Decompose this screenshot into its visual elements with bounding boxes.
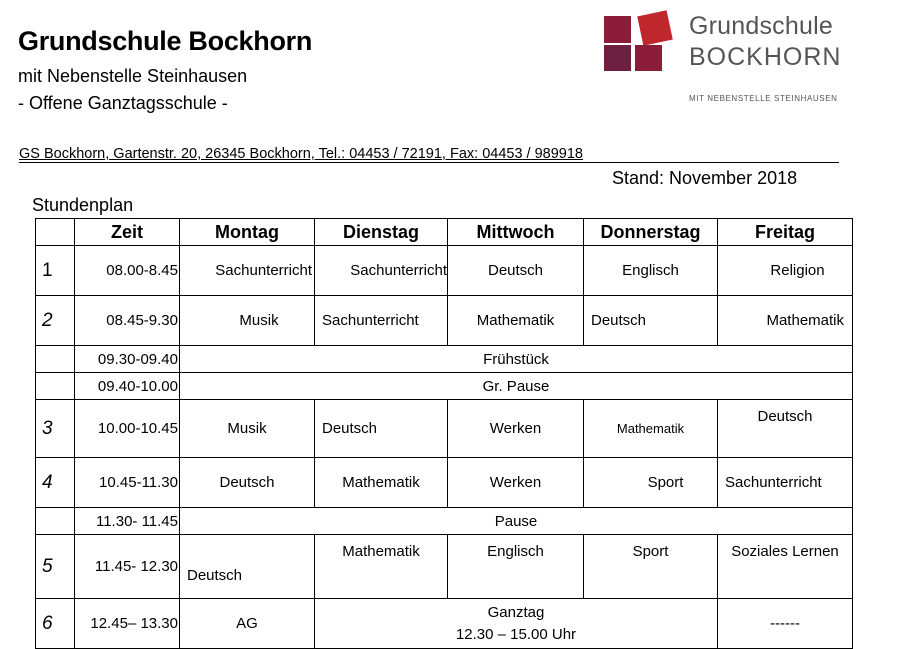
- header-dienstag: Dienstag: [315, 219, 448, 246]
- header-donnerstag: Donnerstag: [584, 219, 718, 246]
- header-mittwoch: Mittwoch: [448, 219, 584, 246]
- break-label: Pause: [180, 508, 853, 535]
- cell-freitag: Deutsch: [718, 400, 853, 458]
- ganztag-time: 12.30 – 15.00 Uhr: [455, 625, 577, 643]
- cell-freitag: Religion: [718, 246, 853, 296]
- logo-square-bottomright: [635, 45, 662, 71]
- cell-montag: Deutsch: [180, 458, 315, 508]
- table-row-break: [36, 346, 853, 373]
- lesson-number: 3: [36, 400, 75, 458]
- logo-name-line1: Grundschule: [689, 12, 833, 40]
- cell-dienstag: Sachunterricht: [315, 246, 448, 296]
- cell-freitag: Sachunterricht: [718, 458, 853, 508]
- cell-mittwoch: Deutsch: [448, 246, 584, 296]
- logo-square-topleft: [604, 16, 631, 43]
- break-time: 11.30- 11.45: [75, 508, 180, 535]
- lesson-time: 08.00-8.45: [75, 246, 180, 296]
- cell-dienstag: Mathematik: [315, 458, 448, 508]
- lesson-number: 4: [36, 458, 75, 508]
- stand-date: Stand: November 2018: [612, 168, 798, 188]
- lesson-time: 11.45- 12.30: [75, 535, 180, 599]
- cell-mittwoch: Werken: [448, 458, 584, 508]
- header-montag: Montag: [180, 219, 315, 246]
- header-zeit: Zeit: [75, 219, 180, 246]
- cell-donnerstag: Sport: [584, 458, 718, 508]
- cell-donnerstag: Englisch: [584, 246, 718, 296]
- logo-square-topright: [637, 10, 673, 46]
- lesson-time: 10.45-11.30: [75, 458, 180, 508]
- break-label: Gr. Pause: [180, 373, 853, 400]
- table-row-break: [36, 508, 853, 535]
- lesson-time: 08.45-9.30: [75, 296, 180, 346]
- table-row: [36, 296, 853, 346]
- cell-donnerstag: Deutsch: [584, 296, 718, 346]
- cell-montag: Musik: [180, 296, 315, 346]
- cell-montag: Sachunterricht: [180, 246, 315, 296]
- subtitle-branch: mit Nebenstelle Steinhausen: [18, 66, 248, 86]
- lesson-number-empty: [36, 373, 75, 400]
- break-time: 09.30-09.40: [75, 346, 180, 373]
- header-nr: [36, 219, 75, 246]
- cell-donnerstag: Sport: [584, 535, 718, 599]
- cell-montag: Deutsch: [180, 535, 315, 599]
- table-row: [36, 535, 853, 599]
- lesson-time: 12.45– 13.30: [75, 599, 180, 649]
- lesson-number: 6: [36, 599, 75, 649]
- cell-donnerstag: Mathematik: [584, 400, 718, 458]
- cell-mittwoch: Werken: [448, 400, 584, 458]
- table-row: [36, 458, 853, 508]
- break-time: 09.40-10.00: [75, 373, 180, 400]
- cell-montag: Musik: [180, 400, 315, 458]
- logo-square-bottomleft: [604, 45, 631, 71]
- table-caption: Stundenplan: [32, 195, 134, 215]
- lesson-time: 10.00-10.45: [75, 400, 180, 458]
- school-address: GS Bockhorn, Gartenstr. 20, 26345 Bockhorn, Tel.: 04453 / 72191, Fax: 04453 / 989918: [19, 146, 583, 162]
- table-row: [36, 246, 853, 296]
- cell-freitag: Soziales Lernen: [718, 535, 853, 599]
- table-header-row: [36, 219, 853, 246]
- header-freitag: Freitag: [718, 219, 853, 246]
- school-title: Grundschule Bockhorn: [18, 26, 313, 56]
- logo-tagline: MIT NEBENSTELLE STEINHAUSEN: [689, 94, 838, 103]
- lesson-number: 5: [36, 535, 75, 599]
- table-row: [36, 599, 853, 649]
- address-divider: [19, 162, 839, 163]
- break-label: Frühstück: [180, 346, 853, 373]
- table-row-break: [36, 373, 853, 400]
- lesson-number: 2: [36, 296, 75, 346]
- timetable: [35, 218, 853, 649]
- lesson-number: 1: [36, 246, 75, 296]
- cell-freitag: ------: [718, 599, 853, 649]
- cell-mittwoch: Englisch: [448, 535, 584, 599]
- cell-dienstag: Mathematik: [315, 535, 448, 599]
- lesson-number-empty: [36, 508, 75, 535]
- cell-dienstag: Sachunterricht: [315, 296, 448, 346]
- subtitle-ganztag: - Offene Ganztagsschule -: [18, 93, 228, 113]
- ganztag-label: Ganztag: [487, 603, 545, 621]
- cell-dienstag: Deutsch: [315, 400, 448, 458]
- table-row: [36, 400, 853, 458]
- lesson-number-empty: [36, 346, 75, 373]
- cell-mittwoch: Mathematik: [448, 296, 584, 346]
- cell-freitag: Mathematik: [718, 296, 853, 346]
- cell-montag: AG: [180, 599, 315, 649]
- logo-name-line2: BOCKHORN: [689, 43, 842, 71]
- ganztag-cell: [315, 599, 718, 649]
- school-logo-icon: [603, 8, 673, 72]
